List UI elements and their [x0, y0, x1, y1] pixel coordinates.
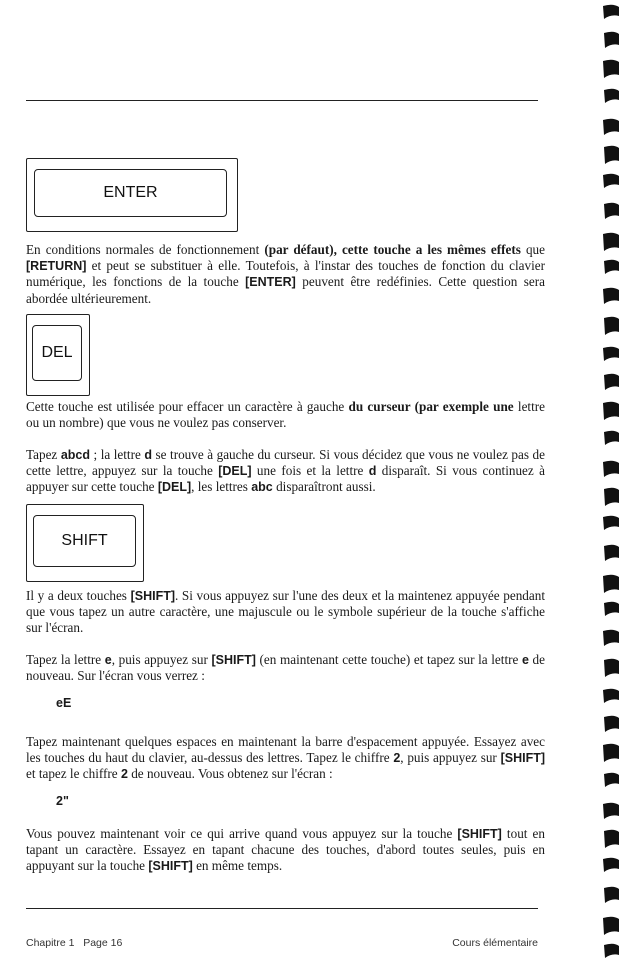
shift-paragraph-2: Tapez la lettre e, puis appuyez sur [SHIFT] (en maintenant cette touche) et tapez sur la lettre e de nouveau. Sur l'écran vous verrez :: [26, 652, 545, 684]
spine-mark: [604, 203, 619, 219]
del-paragraph-2: Tapez abcd ; la lettre d se trouve à gauche du curseur. Si vous décidez que vous ne voulez pas de cette lettre, appuyez sur la touche [DEL] une fois et la lettre d disparaît. Si vous continuez à appuyer sur cette touche [DEL], les lettres abc disparaîtront aussi.: [26, 447, 545, 495]
del-key-box: [26, 314, 90, 396]
spine-mark: [604, 488, 619, 506]
enter-key-cap: [34, 169, 227, 217]
spine-mark: [604, 545, 619, 561]
shift-key-label: SHIFT: [61, 532, 108, 549]
spine-mark: [604, 32, 619, 48]
spine-mark: [604, 887, 619, 903]
spine-mark: [604, 659, 619, 677]
spine-mark: [603, 858, 619, 872]
spine-mark: [604, 260, 619, 274]
del-key-cap: [32, 325, 82, 381]
spine-mark: [603, 744, 619, 762]
spine-mark: [604, 89, 619, 103]
spine-mark: [604, 944, 619, 958]
spine-mark: [603, 803, 619, 819]
del-key-label: DEL: [41, 344, 73, 361]
spine-mark: [603, 288, 619, 304]
spine-mark: [603, 575, 619, 593]
shift-key-cap: [33, 515, 136, 567]
spine-mark: [603, 233, 619, 251]
spine-mark: [604, 830, 619, 848]
top-rule: [26, 100, 538, 101]
spine-mark: [603, 60, 619, 78]
enter-paragraph: En conditions normales de fonctionnement (par défaut), cette touche a les mêmes effets que [RETURN] et peut se substituer à elle. Toutefois, à l'instar des touches de fonction du clavier numérique, les fonctions de la touche [ENTER] peuvent être redéfinies. Cette question sera abordée ultérieurement.: [26, 242, 545, 306]
spine-mark: [604, 146, 619, 164]
spine-mark: [604, 431, 619, 445]
example-output-1: eE: [56, 696, 72, 710]
spine-mark: [603, 402, 619, 420]
spine-mark: [604, 773, 619, 787]
shift-paragraph-4: Vous pouvez maintenant voir ce qui arrive quand vous appuyez sur la touche [SHIFT] tout en tapant un caractère. Essayez en tapant chacune des touches, d'abord toutes seules, puis en appuyant sur la touche [SHIFT] en même temps.: [26, 826, 545, 874]
spine-mark: [603, 917, 619, 935]
enter-key-box: [26, 158, 238, 232]
del-paragraph-1: Cette touche est utilisée pour effacer un caractère à gauche du curseur (par exemple une lettre ou un nombre) que vous ne voulez pas conserver.: [26, 399, 545, 431]
binding-spine: [597, 0, 619, 972]
spine-mark: [604, 317, 619, 335]
spine-mark: [603, 119, 619, 135]
footer-right: Cours élémentaire: [452, 937, 538, 949]
spine-mark: [604, 602, 619, 616]
shift-paragraph-3: Tapez maintenant quelques espaces en maintenant la barre d'espacement appuyée. Essayez avec les touches du haut du clavier, au-dessus des lettres. Tapez le chiffre 2, puis appuyez sur [SHIFT] et tapez le chiffre 2 de nouveau. Vous obtenez sur l'écran :: [26, 734, 545, 782]
example-output-2: 2": [56, 794, 69, 808]
spine-mark: [604, 716, 619, 732]
shift-paragraph-1: Il y a deux touches [SHIFT]. Si vous appuyez sur l'une des deux et la maintenez appuyée pendant que vous tapez un autre caractère, une majuscule ou le symbole supérieur de la touche s'affiche sur l'écran.: [26, 588, 545, 636]
enter-key-label: ENTER: [103, 184, 158, 201]
spine-mark: [603, 5, 619, 19]
spine-mark: [604, 374, 619, 390]
spine-mark: [603, 174, 619, 188]
footer-left: Chapitre 1 Page 16: [26, 937, 123, 949]
spine-mark: [603, 630, 619, 646]
spine-mark: [603, 516, 619, 530]
shift-key-box: [26, 504, 144, 582]
spine-mark: [603, 347, 619, 361]
spine-mark: [603, 461, 619, 477]
spine-mark: [603, 689, 619, 703]
bottom-rule: [26, 908, 538, 909]
